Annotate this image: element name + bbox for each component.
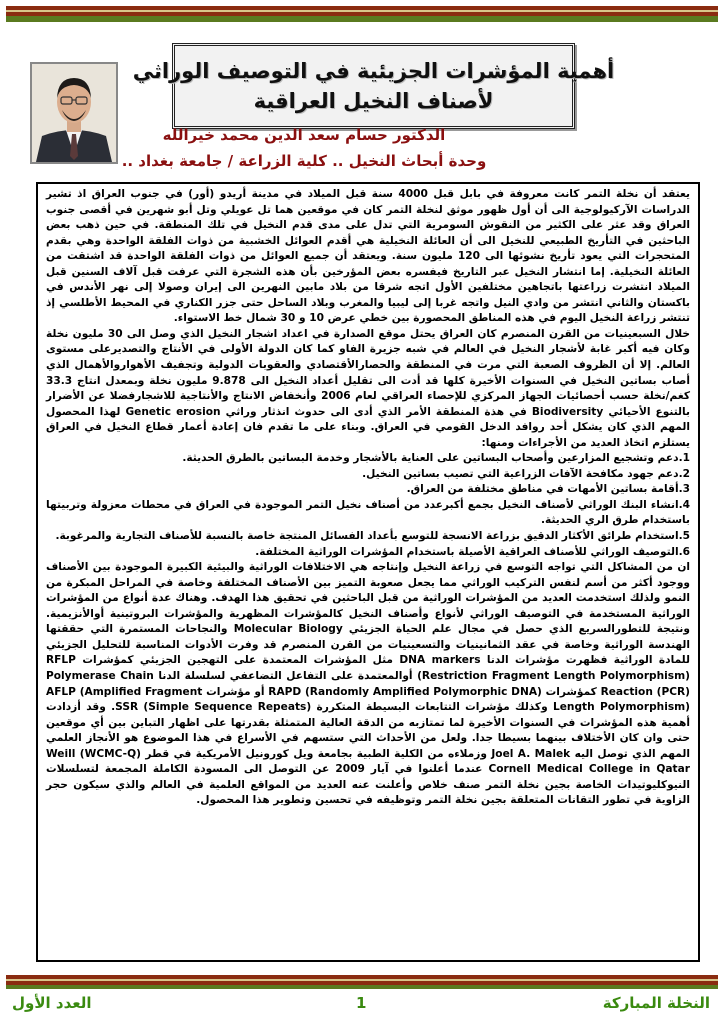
magazine-name: النخلة المباركة <box>602 994 710 1012</box>
author-affiliation: وحدة أبحاث النخيل .. كلية الزراعة / جامعة بغداد .. <box>121 152 487 170</box>
paragraph-molecular-markers: ان من المشاكل التي تواجه التوسع في زراعة النخيل وإنتاجه هي الاختلافات الوراثية والبيئية الكبيرة الموجودة بين الأصناف ووجود أكثر من أسم لنفس التركيب الوراثي مما يجعل صعوبة التميز بين الأصناف المختلفة وخاصة في المراحل المبكرة من النمو ولذلك استخدمت العديد من المؤشرات الوراثية من قبل الباحثين في تحقيق هذا الهدف. وهناك عدة أنواع من المؤشرات الوراثية المستخدمة في التوصيف الوراثي لأنواع وأصناف النخيل كالمؤشرات المظهرية والمؤشرات البروتينية أوالأنزيمية. ونتيجة للتطورالسريع الذي حصل في مجال علم الحياة الجزيئي Molecular Biology والنجاحات المستمرة التي حققتها الهندسة الوراثية وخاصة في عقد الثمانينيات والتسعينيات من القرن المنصرم قد وفرت الأدوات المناسبة للتحليل الجزيئي للمادة الوراثية فظهرت مؤشرات الدنا DNA markers مثل المؤشرات المعتمدة على التهجين الجزيئي كمؤشرات RFLP (Restriction Fragment Length Polymorphism) أوالمعتمدة على التفاعل التضاعفي لسلسلة الدنا Polymerase Chain Reaction (PCR) كمؤشرات RAPD (Randomly Amplified Polymorphic DNA) أو مؤشرات AFLP (Amplified Fragment Length Polymorphism) وكذلك مؤشرات التتابعات البسيطة المتكررة SSR (Simple Sequence Repeats). وقد أزدادت أهمية هذه المؤشرات في السنوات الأخيرة لما تمتازبه من الدقة العالية المتمثلة بقدرتها على اظهار التباين بين أي موقعين حتى وان كان الأختلاف بينهما بسيطا جدا. ولعل من الأحداث التي ستسهم في الأسراع في هذا الموضوع هو الأنجاز العلمي المهم الذي توصل اليه Joel A. Malek وزملاءه من الكلية الطبية بجامعة ويل كورونيل الأمريكية في قطر (WCMC-Q) Weill Cornell Medical College in Qatar عندما أعلنوا في آيار 2009 عن التوصل الى المسودة الكاملة المجمعة لتسلسلات النيوكليوتيدات الخاصة بجين نخلة التمر صنف خلاص وأعلنت عنه العديد من المواقع العلمية في العالم والذي سيكون حجر الزاوية في تطور التقانات المتعلقة بجين نخلة التمر وتوظيفه في تحسين وتطوير هذا المحصول. <box>46 561 691 807</box>
bottom-decorative-band <box>6 975 718 989</box>
measure-item: 4.انشاء البنك الوراثي لأصناف النخيل بجمع أكبرعدد من أصناف نخيل التمر الموجودة في العراق في محطات معزولة وتربيتها باستخدام طرق الري الحديثة. <box>46 498 690 527</box>
article-title-line-1: أهمية المؤشرات الجزيئية في التوصيف الوراثي <box>132 59 615 83</box>
measure-item: 3.أقامة بساتين الأمهات في مناطق مختلفة من العراق. <box>406 483 690 496</box>
issue-label: العدد الأول <box>12 994 92 1012</box>
article-title-box <box>132 43 615 129</box>
page-number: 1 <box>356 994 367 1012</box>
measure-item: 6.التوصيف الوراثي للأصناف العراقية الأصيلة باستخدام المؤشرات الوراثية المختلفة. <box>255 545 690 558</box>
paragraph-iraq-status: خلال السبعينيات من القرن المنصرم كان العراق يحتل موقع الصدارة في اعداد اشجار النخيل الذي وصل الى 30 مليون نخلة وكان فيه أكبر غابة لأشجار النخيل في العالم في شبه جزيرة الفاو كما كان الدولة الأولى في الأنتاج والتصديرعلى مستوى العالم. إلا أن الظروف الصعبة التي مرت في المنطقة والحصارالأقتصادي والعقوبات الدولية وتجفيف الأهواروالأهمال الذي أصاب بساتين النخيل في السنوات الأخيرة كلها قد أدت الى تقليل أعداد النخيل الى 9.878 مليون نخلة وبمعدل انتاج 33.3 كغم/نخلة حسب أحصائيات الجهاز المركزي للإحصاء العراقي لعام 2006 وأنخفاض الانتاج والأنتاجية للاشجارفضلا عن الأضرار بالتنوع الأحيائي Biodiversity في هذة المنطقة الأمر الذي أدى الى حدوث انذثار وراثي Genetic erosion لهذا المحصول المهم الذي كان يشكل أحد روافد الدخل القومي في العراق. وبناء على ما تقدم فان إعادة أعمار قطاع النخيل في العراق يستلزم اتخاذ العديد من الأجراءات ومنها: <box>46 327 690 449</box>
paragraph-history: يعتقد أن نخلة التمر كانت معروفة في بابل قبل 4000 سنة قبل الميلاد في مدينة أريدو (أور) في جنوب العراق اذ تشير الدراسات الآركيولوجية الى أن أول ظهور موثق لنخلة التمر كان في موقعين هما تل عويلي وتل أبو شهرين في أقصى جنوب العراق وقد عثر على الكثير من النقوش السومرية التي تدل على مدى قدم النخيل في تلك المنطقة. في حين ذهب بعض الباحثين في التأريخ الطبيعي للنخيل الى أن العائلة النخيلية هي أقدم العوائل الخشبية من ذوات الفلقة الواحدة وهي بقدم المتحجرات التي يعود تأريخ نشوئها الى 120 مليون سنة. ويعتقد أن جميع العوائل من ذوات الفلقة الواحدة قد اشتقت من العائلة النخيلية. إما انتشار النخيل عبر التاريخ فيفسره بعض المؤرخين بأن هذه الشجرة التي عرفت قبل آلاف السنين قبل الميلاد انتشرت زراعتها باتجاهين مختلفين الأول اتجه شرقا من بلاد مابين النهرين الى إيران وصولا إلى نهر الأندس في باكستان والثاني انتشر من وادي النيل واتجه غربا إلى ليبيا والمغرب وبلاد الساحل حتى جزر الكناري في المحيط الأطلسي إذ تنتشر زراعة النخيل اليوم في هذه المناطق المحصورة بين خطي عرض 10 و 30 شمال خط الاستواء. <box>46 188 690 325</box>
article-title-line-2: لأصناف النخيل العراقية <box>253 89 494 113</box>
measure-item: 2.دعم جهود مكافحة الآفات الزراعية التي تصيب بساتين النخيل. <box>362 467 690 480</box>
top-decorative-band <box>6 6 718 22</box>
measure-item: 1.دعم وتشجيع المزارعين وأصحاب البساتين على العناية بالأشجار وخدمة البساتين بالطرق الحديثة. <box>182 452 690 465</box>
measure-item: 5.استخدام طرائق الأكثار الدقيق بزراعة الانسجة للتوسع بأعداد الفسائل المنتجة خاصة بالنسبة للأصناف التجارية والمرغوبة. <box>55 530 690 543</box>
article-body <box>36 182 700 962</box>
measures-list <box>46 451 690 560</box>
author-photo <box>30 62 118 164</box>
author-name: الدكتور حسام سعد الدين محمد خيرالله <box>162 126 446 144</box>
author-portrait-image <box>32 64 116 162</box>
